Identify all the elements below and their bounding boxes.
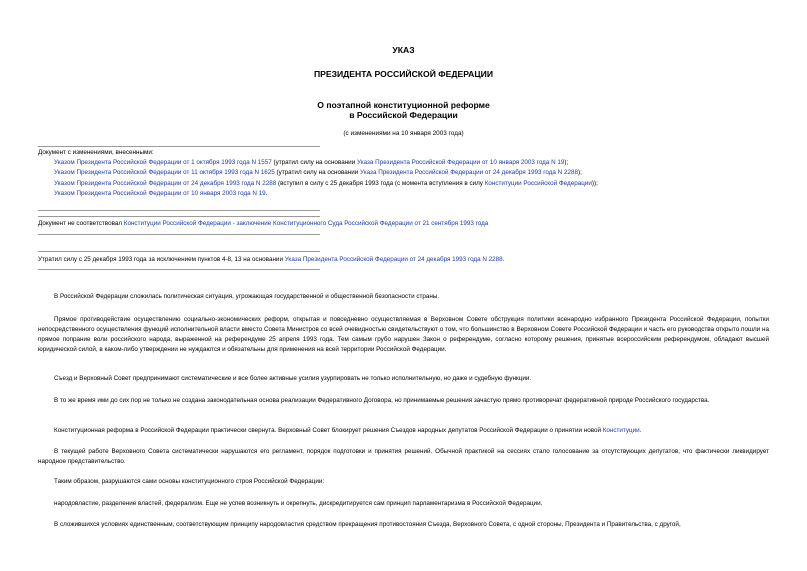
divider (38, 251, 320, 252)
document-title-line-2: в Российской Федерации (349, 110, 458, 120)
conformity-note: Документ не соответствовал Конституции Российской Федерации - заключение Конституционного Суда Российской Федерации от 21 сентября 1993 года (38, 220, 489, 227)
amendment-link[interactable]: Указом Президента Российской Федерации от 24 декабря 1993 года N 2288 (54, 179, 277, 187)
divider (38, 216, 320, 217)
amendments-intro: Документ с изменениями, внесенными: (38, 149, 154, 156)
divider (38, 146, 320, 147)
body-paragraph: Съезд и Верховный Совет предпринимают систематические и все более активные усилия узурпировать не только исполнительную, но даже и судебную функции. (54, 375, 532, 382)
amendment-link[interactable]: Указом Президента Российской Федерации от 1 октября 1993 года N 1557 (54, 159, 272, 167)
constitution-link[interactable]: Конституции (602, 427, 640, 434)
repeal-decree-link[interactable]: Указа Президента Российской Федерации от 24 декабря 1993 года N 2288 (284, 256, 503, 263)
amendment-item: Указом Президента Российской Федерации от 1 октября 1993 года N 1557 (утратил силу на основании Указа Президента Российской Федерации от 10 января 2003 года N 19); (54, 159, 569, 167)
amendment-item: Указом Президента Российской Федерации от 24 декабря 1993 года N 2288 (вступил в силу с 25 декабря 1993 года (с момента вступления в силу Конституции Российской Федерации)); (54, 179, 598, 187)
amendment-item: Указом Президента Российской Федерации от 10 января 2003 года N 19. (54, 189, 268, 197)
body-paragraph: народовластие, разделение властей, федерализм. Еще не успев возникнуть и окрепнуть, дискредитируется сам принцип парламентаризма в Российской Федерации. (54, 500, 543, 507)
divider (38, 210, 320, 211)
repeal-note: Утратил силу с 25 декабря 1993 года за исключением пунктов 4-8, 13 на основании Указа Президента Российской Федерации от 24 декабря 1993 года N 2288. (38, 256, 505, 263)
body-paragraph: Конституционная реформа в Российской Федерации практически свернута. Верховный Совет блокирует решения Съездов народных депутатов Российской Федерации о принятии новой Конституции. (54, 427, 642, 434)
amendments-block (38, 148, 598, 199)
body-paragraph: Таким образом, разрушаются сами основы конституционного строя Российской Федерации: (54, 478, 325, 485)
amendment-link[interactable]: Указом Президента Российской Федерации от 11 октября 1993 года N 1625 (54, 169, 275, 177)
divider (38, 269, 320, 270)
amendment-repeal-link[interactable]: Указа Президента Российской Федерации от 10 января 2003 года N 19 (356, 159, 565, 167)
body-paragraph: В то же время ими до сих пор не только не создана законодательная основа реализации Федеративного Договора, но принимаемые решения зачастую прямо противоречат федеративной природе Российского государства. (54, 397, 710, 404)
body-paragraph: Прямое противодействие осуществлению социально-экономических реформ, открытая и повседневно осуществляемая в Верховном Совете обструкция политики всенародно избранного Президента Российской Федерации, попытки непосредственного осуществления функций исполнительной власти вместо Совета Министров со всей очевидностью свидетельствуют о том, что большинство в Верховном Совете Российской Федерации и часть его руководства открыто пошли на прямое попрание воли российского народа, выраженной на референдуме 25 апреля 1993 года. Тем самым грубо нарушен Закон о референдуме, согласно которому решения, принятые всероссийским референдумом, обладают высшей юридической силой, в каком-либо утверждении не нуждаются и обязательны для применения на всей территории Российской Федерации. (38, 316, 769, 353)
body-paragraph: В текущей работе Верховного Совета систематически нарушаются его регламент, порядок подготовки и принятия решений. Обычной практикой на сессиях стало голосование за отсутствующих депутатов, что фактически ликвидирует народное представительство. (38, 448, 769, 465)
document-title-line-1: О поэтапной конституционной реформе (317, 100, 490, 110)
document-type-heading: УКАЗ (392, 45, 415, 55)
divider (38, 234, 320, 235)
amendment-repeal-link[interactable]: Указа Президента Российской Федерации от 24 декабря 1993 года N 2288 (360, 169, 578, 177)
constitutional-court-link[interactable]: Конституции Российской Федерации - заключение Конституционного Суда Российской Федерации от 21 сентября 1993 года (123, 220, 489, 227)
body-paragraph: В Российской Федерации сложилась политическая ситуация, угрожающая государственной и общественной безопасности страны. (54, 293, 440, 300)
issuer-heading: ПРЕЗИДЕНТА РОССИЙСКОЙ ФЕДЕРАЦИИ (313, 69, 494, 79)
amendment-link[interactable]: Указом Президента Российской Федерации от 10 января 2003 года N 19 (54, 189, 266, 197)
amendment-item: Указом Президента Российской Федерации от 11 октября 1993 года N 1625 (утратил силу на основании Указа Президента Российской Федерации от 24 декабря 1993 года N 2288); (54, 169, 582, 177)
body-paragraph: В сложившихся условиях единственным, соответствующим принципу народовластия средством прекращения противостояния Съезда, Верховного Совета, с одной стороны, Президента и Правительства, с другой, (54, 521, 681, 528)
amendment-date-note: (с изменениями на 10 января 2003 года) (343, 130, 464, 137)
constitution-link[interactable]: Конституции Российской Федерации (484, 179, 592, 187)
